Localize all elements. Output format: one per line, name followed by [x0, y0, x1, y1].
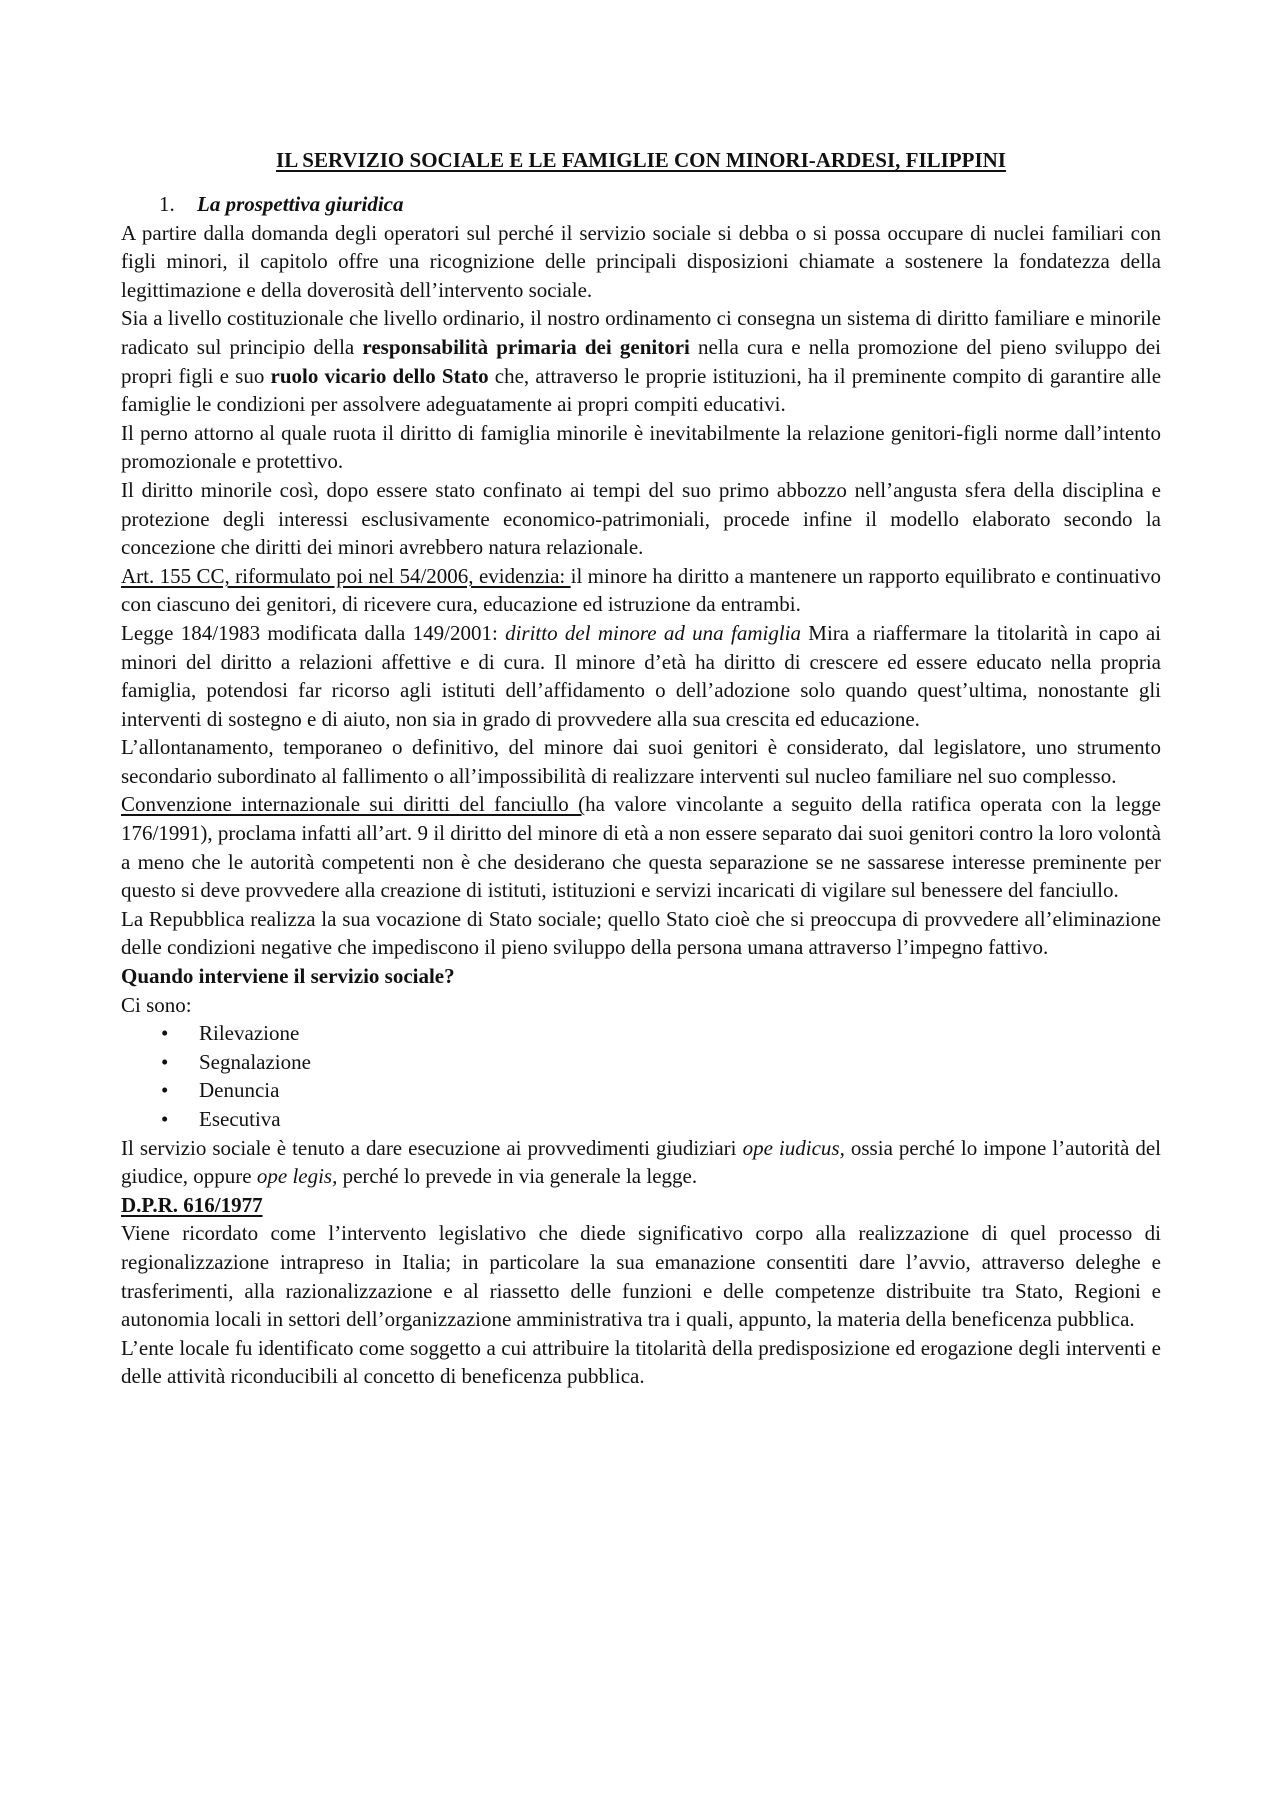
paragraph-art155 — [121, 562, 1161, 619]
text-run: ha valore vincolante a seguito della ratifica operata con la legge 176/1991), proclama infatti all’art. 9 il diritto del minore di età a non essere separato dai suoi genitori contro la loro volontà a meno che le autorità competenti non è che desiderano che questa separazione se ne sassarese interesse preminente per questo si deve provvedere alla creazione di istituti, istituzioni e servizi incaricati di vigilare sul benessere del fanciullo. — [121, 792, 1161, 903]
bullet-icon: • — [161, 1021, 169, 1046]
bold-run: ruolo vicario dello Stato — [270, 363, 489, 388]
bold-run: responsabilità primaria dei genitori — [362, 334, 690, 359]
underlined-run: Convenzione internazionale sui diritti del fanciullo ( — [121, 792, 586, 817]
bullet-icon: • — [161, 1107, 169, 1131]
text-run: Mira a riaffermare la titolarità in capo ai minori del diritto a relazioni affettive e di cura. Il minore d’età ha diritto di crescere ed essere educato nella propria famiglia, potendosi far ricorso agli istituti dell’affidamento o dell’adozione solo quando quest’ultima, nonostante gli interventi di sostegno e di aiuto, non sia in grado di provvedere alla sua crescita ed educazione. — [121, 620, 1162, 731]
question-heading: Quando interviene il servizio sociale? — [121, 964, 455, 989]
paragraph-perno: Il perno attorno al quale ruota il diritto di famiglia minorile è inevitabilmente la relazione genitori-figli norme dall’intento promozionale e protettivo. — [121, 420, 1161, 474]
list-item — [121, 1105, 1161, 1134]
list-item-label: Denuncia — [199, 1078, 280, 1103]
italic-run: diritto del minore ad una famiglia — [505, 620, 801, 645]
paragraph-esecuzione — [121, 1134, 1161, 1191]
dpr-heading: D.P.R. 616/1977 — [121, 1192, 263, 1217]
underlined-run: Art. 155 CC, riformulato poi nel 54/2006, evidenzia: — [121, 563, 571, 588]
section-number: 1. — [159, 192, 175, 216]
text-run: Sia a livello costituzionale che livello ordinario, il nostro ordinamento ci consegna un sistema di diritto familiare e minorile radicato sul principio della — [121, 306, 1161, 359]
section-title: La prospettiva giuridica — [197, 192, 404, 216]
italic-run: ope legis, — [256, 1164, 338, 1189]
text-run: Legge 184/1983 modificata dalla 149/2001: — [121, 620, 506, 645]
list-item — [121, 1019, 1161, 1048]
paragraph-allontanamento: L’allontanamento, temporaneo o definitivo, del minore dai suoi genitori è considerato, dal legislatore, uno strumento secondario subordinato al fallimento o all’impossibilità di realizzare interventi sul nucleo familiare nel suo complesso. — [121, 735, 1161, 788]
list-intro: Ci sono: — [121, 992, 192, 1017]
paragraph-responsibility — [121, 304, 1161, 418]
italic-run: ope iudicus, — [742, 1135, 845, 1160]
text-run: nella cura e nella promozione del pieno sviluppo dei propri figli e suo — [121, 334, 1162, 388]
list-item — [121, 1048, 1161, 1077]
document-title: IL SERVIZIO SOCIALE E LE FAMIGLIE CON MINORI-ARDESI, FILIPPINI — [276, 148, 1006, 172]
list-item-label: Esecutiva — [199, 1107, 281, 1131]
text-run: il minore ha diritto a mantenere un rapporto equilibrato e continuativo con ciascuno dei genitori, di ricevere cura, educazione ed istruzione da entrambi. — [121, 563, 1161, 617]
bullet-icon: • — [161, 1078, 169, 1103]
section-heading — [121, 190, 1161, 219]
text-run: ossia perché lo impone l’autorità del giudice, oppure — [121, 1135, 1161, 1189]
bullet-icon: • — [161, 1049, 169, 1074]
paragraph-intro: A partire dalla domanda degli operatori sul perché il servizio sociale si debba o si possa occupare di nuclei familiari con figli minori, il capitolo offre una ricognizione delle principali disposizioni chiamate a sostenere la fondatezza della legittimazione e della doverosità dell’intervento sociale. — [121, 220, 1161, 302]
paragraph-ente-locale: L’ente locale fu identificato come soggetto a cui attribuire la titolarità della predisposizione ed erogazione degli interventi e delle attività riconducibili al concetto di beneficenza pubblica. — [121, 1335, 1161, 1389]
paragraph-convenzione — [121, 790, 1161, 904]
list-item — [121, 1076, 1161, 1105]
paragraph-dpr: Viene ricordato come l’intervento legislativo che diede significativo corpo alla realizzazione di quel processo di regionalizzazione intrapreso in Italia; in particolare la sua emanazione consentiti dare l’avvio, attraverso deleghe e trasferimenti, alla razionalizzazione e al riassetto delle funzioni e delle competenze distribuite tra Stato, Regioni e autonomia locali in settori dell’organizzazione amministrativa tra i quali, appunto, la materia della beneficenza pubblica. — [121, 1221, 1161, 1332]
list-item-label: Rilevazione — [199, 1021, 300, 1046]
text-run: che, attraverso le proprie istituzioni, ha il preminente compito di garantire alle famiglie le condizioni per assolvere adeguatamente ai propri compiti educativi. — [121, 363, 1162, 417]
text-run: perché lo prevede in via generale la legge. — [337, 1164, 698, 1189]
document-page — [121, 146, 1161, 1391]
bullet-list — [121, 1019, 1161, 1133]
paragraph-legge184 — [121, 619, 1161, 733]
paragraph-repubblica: La Repubblica realizza la sua vocazione di Stato sociale; quello Stato cioè che si preoccupa di provvedere all’eliminazione delle condizioni negative che impediscono il pieno sviluppo della persona umana attraverso l’impegno fattivo. — [121, 906, 1161, 960]
paragraph-diritto-minorile: Il diritto minorile così, dopo essere stato confinato ai tempi del suo primo abbozzo nell’angusta sfera della disciplina e protezione degli interessi esclusivamente economico-patrimoniali, procede infine il modello elaborato secondo la concezione che diritti dei minori avrebbero natura relazionale. — [121, 477, 1161, 560]
list-item-label: Segnalazione — [199, 1049, 311, 1074]
text-run: Il servizio sociale è tenuto a dare esecuzione ai provvedimenti giudiziari — [121, 1135, 743, 1160]
